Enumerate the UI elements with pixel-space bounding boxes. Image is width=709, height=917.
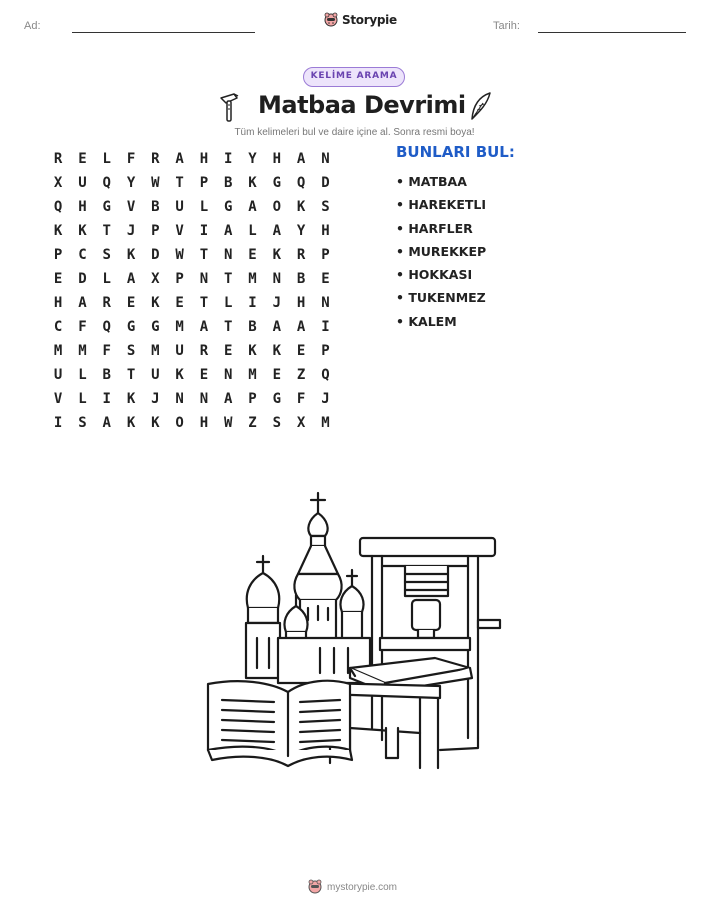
grid-cell[interactable]: B xyxy=(224,175,233,191)
grid-cell[interactable]: K xyxy=(248,343,257,359)
grid-row xyxy=(46,243,338,267)
word-item: • MATBAA xyxy=(396,174,467,189)
word-item: • MUREKKEP xyxy=(396,243,487,259)
grid-cell[interactable]: D xyxy=(321,175,330,191)
date-line[interactable] xyxy=(538,32,686,33)
grid-cell[interactable]: S xyxy=(78,415,87,431)
grid-cell[interactable]: U xyxy=(175,343,184,359)
grid-cell[interactable]: Q xyxy=(53,199,63,215)
grid-cell[interactable]: C xyxy=(78,247,87,263)
grid-cell[interactable]: W xyxy=(151,175,160,191)
grid-cell[interactable]: Q xyxy=(102,319,111,335)
grid-cell[interactable]: U xyxy=(78,175,87,191)
grid-cell[interactable]: X xyxy=(151,271,160,287)
grid-cell[interactable]: N xyxy=(224,367,233,383)
grid-cell[interactable]: E xyxy=(272,367,282,383)
grid-cell[interactable]: G xyxy=(102,199,111,215)
grid-cell[interactable]: T xyxy=(102,223,111,239)
footer-url[interactable]: mystorypie.com xyxy=(327,881,398,893)
grid-cell[interactable]: J xyxy=(151,391,160,407)
grid-cell[interactable]: K xyxy=(272,343,282,359)
grid-cell[interactable]: G xyxy=(126,319,136,335)
word-search-grid xyxy=(46,147,338,435)
printing-press-illustration xyxy=(200,488,510,778)
grid-cell[interactable]: A xyxy=(224,223,233,239)
grid-cell[interactable]: P xyxy=(175,271,184,287)
grid-cell[interactable]: R xyxy=(199,343,209,359)
grid-cell[interactable]: E xyxy=(248,247,257,263)
grid-cell[interactable]: E xyxy=(296,343,306,359)
grid-row xyxy=(46,171,338,195)
grid-cell[interactable]: Y xyxy=(248,151,257,167)
grid-cell[interactable]: L xyxy=(224,295,233,311)
grid-cell[interactable]: V xyxy=(175,223,184,239)
grid-cell[interactable]: H xyxy=(78,199,87,215)
grid-cell[interactable]: L xyxy=(102,151,111,167)
grid-cell[interactable]: K xyxy=(151,295,160,311)
grid-cell[interactable]: K xyxy=(126,247,136,263)
word-list-title: BUNLARI BUL: xyxy=(396,143,515,161)
grid-cell[interactable]: P xyxy=(321,343,330,359)
grid-cell[interactable]: Q xyxy=(321,367,330,383)
grid-cell[interactable]: G xyxy=(224,199,233,215)
grid-cell[interactable]: B xyxy=(151,199,160,215)
quill-feather-icon xyxy=(468,91,494,123)
grid-cell[interactable]: E xyxy=(175,295,184,311)
grid-cell[interactable]: H xyxy=(272,151,282,167)
grid-cell[interactable]: H xyxy=(53,295,63,311)
grid-cell[interactable]: E xyxy=(321,271,330,287)
grid-cell[interactable]: S xyxy=(102,247,111,263)
name-line[interactable] xyxy=(72,32,255,33)
grid-cell[interactable]: Y xyxy=(126,175,136,191)
grid-cell[interactable]: P xyxy=(151,223,160,239)
word-item: • KALEM xyxy=(396,313,457,329)
grid-cell[interactable]: K xyxy=(175,367,184,383)
grid-cell[interactable]: H xyxy=(321,223,330,239)
grid-cell[interactable]: K xyxy=(296,199,306,215)
grid-cell[interactable]: Q xyxy=(102,175,111,191)
brand-logo xyxy=(324,12,397,28)
storypie-mascot-icon xyxy=(324,12,338,28)
grid-cell[interactable]: S xyxy=(321,199,330,215)
grid-cell[interactable]: T xyxy=(199,247,209,263)
grid-cell[interactable]: P xyxy=(321,247,330,263)
grid-cell[interactable]: F xyxy=(78,319,87,335)
date-label: Tarih: xyxy=(493,20,520,32)
grid-cell[interactable]: R xyxy=(151,151,160,167)
word-item: • HOKKASI xyxy=(396,267,473,283)
grid-cell[interactable]: Y xyxy=(296,223,306,239)
grid-cell[interactable]: H xyxy=(296,295,306,311)
grid-cell[interactable]: D xyxy=(78,271,87,287)
grid-cell[interactable]: L xyxy=(199,199,209,215)
grid-cell[interactable]: M xyxy=(248,271,257,287)
grid-cell[interactable]: I xyxy=(248,295,257,311)
grid-cell[interactable]: B xyxy=(296,271,306,287)
title-row xyxy=(210,89,500,125)
brand-name: Storypie xyxy=(342,13,397,27)
grid-cell[interactable]: M xyxy=(151,343,160,359)
grid-cell[interactable]: O xyxy=(272,199,282,215)
grid-cell[interactable]: J xyxy=(126,223,136,239)
grid-cell[interactable]: M xyxy=(248,367,257,383)
grid-cell[interactable]: A xyxy=(199,319,209,335)
grid-cell[interactable]: U xyxy=(175,199,184,215)
grid-cell[interactable]: E xyxy=(224,343,233,359)
grid-cell[interactable]: J xyxy=(321,391,330,407)
grid-cell[interactable]: A xyxy=(126,271,136,287)
grid-cell[interactable]: A xyxy=(272,223,282,239)
grid-cell[interactable]: W xyxy=(175,247,184,263)
grid-row xyxy=(46,219,338,243)
grid-cell[interactable]: K xyxy=(248,175,257,191)
grid-cell[interactable]: N xyxy=(272,271,282,287)
grid-cell[interactable]: G xyxy=(272,175,282,191)
grid-cell[interactable]: S xyxy=(272,415,282,431)
grid-cell[interactable]: M xyxy=(78,343,87,359)
grid-cell[interactable]: N xyxy=(199,391,209,407)
grid-cell[interactable]: P xyxy=(248,391,257,407)
grid-cell[interactable]: S xyxy=(126,343,136,359)
grid-cell[interactable]: M xyxy=(321,415,330,431)
grid-cell[interactable]: K xyxy=(151,415,160,431)
grid-row xyxy=(46,339,338,363)
grid-cell[interactable]: D xyxy=(151,247,160,263)
grid-cell[interactable]: I xyxy=(224,151,233,167)
grid-cell[interactable]: A xyxy=(78,295,87,311)
grid-cell[interactable]: K xyxy=(272,247,282,263)
storypie-mascot-icon xyxy=(308,879,322,895)
grid-cell[interactable]: A xyxy=(175,151,184,167)
grid-cell[interactable]: T xyxy=(126,367,136,383)
grid-row xyxy=(46,291,338,315)
grid-cell[interactable]: P xyxy=(53,247,63,263)
grid-cell[interactable]: K xyxy=(53,223,63,239)
grid-cell[interactable]: M xyxy=(175,319,184,335)
grid-row xyxy=(46,363,338,387)
grid-cell[interactable]: E xyxy=(126,295,136,311)
grid-cell[interactable]: R xyxy=(102,295,111,311)
grid-cell[interactable]: N xyxy=(224,247,233,263)
grid-row xyxy=(46,147,338,171)
grid-cell[interactable]: I xyxy=(321,319,330,335)
grid-cell[interactable]: Q xyxy=(296,175,306,191)
grid-cell[interactable]: C xyxy=(53,319,63,335)
grid-cell[interactable]: A xyxy=(224,391,233,407)
grid-cell[interactable]: A xyxy=(102,415,111,431)
grid-cell[interactable]: B xyxy=(102,367,111,383)
grid-cell[interactable]: U xyxy=(53,367,63,383)
grid-cell[interactable]: Z xyxy=(248,415,257,431)
grid-row xyxy=(46,411,338,435)
word-list xyxy=(396,170,486,333)
word-item: • TUKENMEZ xyxy=(396,290,486,306)
grid-row xyxy=(46,195,338,219)
grid-row xyxy=(46,267,338,291)
grid-cell[interactable]: N xyxy=(199,271,209,287)
grid-cell[interactable]: U xyxy=(151,367,160,383)
grid-cell[interactable]: F xyxy=(126,151,136,167)
activity-badge: KELİME ARAMA xyxy=(303,67,405,87)
grid-cell[interactable]: O xyxy=(175,415,184,431)
grid-cell[interactable]: G xyxy=(151,319,160,335)
grid-cell[interactable]: L xyxy=(248,223,257,239)
grid-cell[interactable]: N xyxy=(321,295,330,311)
grid-cell[interactable]: T xyxy=(224,271,233,287)
grid-cell[interactable]: V xyxy=(126,199,136,215)
grid-cell[interactable]: T xyxy=(224,319,233,335)
grid-cell[interactable]: E xyxy=(53,271,63,287)
grid-cell[interactable]: N xyxy=(175,391,184,407)
grid-cell[interactable]: I xyxy=(53,415,63,431)
grid-row xyxy=(46,387,338,411)
hammer-icon xyxy=(216,91,242,123)
word-item: • HAREKETLI xyxy=(396,197,487,213)
page-title: Matbaa Devrimi xyxy=(258,91,466,119)
grid-cell[interactable]: X xyxy=(296,415,306,431)
footer xyxy=(308,879,397,895)
grid-cell[interactable]: E xyxy=(199,367,209,383)
grid-cell[interactable]: L xyxy=(102,271,111,287)
grid-cell[interactable]: R xyxy=(53,151,63,167)
grid-cell[interactable]: L xyxy=(78,391,87,407)
name-label: Ad: xyxy=(24,20,41,32)
grid-cell[interactable]: A xyxy=(296,319,306,335)
grid-cell[interactable]: K xyxy=(126,391,136,407)
instructions: Tüm kelimeleri bul ve daire içine al. Sonra resmi boya! xyxy=(234,127,475,138)
grid-cell[interactable]: A xyxy=(248,199,257,215)
grid-cell[interactable]: K xyxy=(78,223,87,239)
grid-cell[interactable]: J xyxy=(272,295,282,311)
grid-cell[interactable]: R xyxy=(296,247,306,263)
grid-cell[interactable]: P xyxy=(199,175,209,191)
grid-cell[interactable]: F xyxy=(102,343,111,359)
grid-cell[interactable]: G xyxy=(272,391,282,407)
grid-cell[interactable]: Z xyxy=(296,367,306,383)
grid-row xyxy=(46,315,338,339)
word-item: • HARFLER xyxy=(396,220,473,236)
grid-cell[interactable]: N xyxy=(321,151,330,167)
grid-cell[interactable]: H xyxy=(199,415,209,431)
grid-cell[interactable]: T xyxy=(175,175,184,191)
grid-cell[interactable]: I xyxy=(102,391,111,407)
grid-cell[interactable]: V xyxy=(53,391,63,407)
grid-cell[interactable]: K xyxy=(126,415,136,431)
grid-cell[interactable]: H xyxy=(199,151,209,167)
grid-cell[interactable]: T xyxy=(199,295,209,311)
grid-cell[interactable]: F xyxy=(296,391,306,407)
grid-cell[interactable]: L xyxy=(78,367,87,383)
grid-cell[interactable]: B xyxy=(248,319,257,335)
grid-cell[interactable]: I xyxy=(199,223,209,239)
grid-cell[interactable]: M xyxy=(53,343,63,359)
grid-cell[interactable]: A xyxy=(296,151,306,167)
grid-cell[interactable]: W xyxy=(224,415,233,431)
grid-cell[interactable]: X xyxy=(53,175,63,191)
grid-cell[interactable]: A xyxy=(272,319,282,335)
grid-cell[interactable]: E xyxy=(78,151,87,167)
